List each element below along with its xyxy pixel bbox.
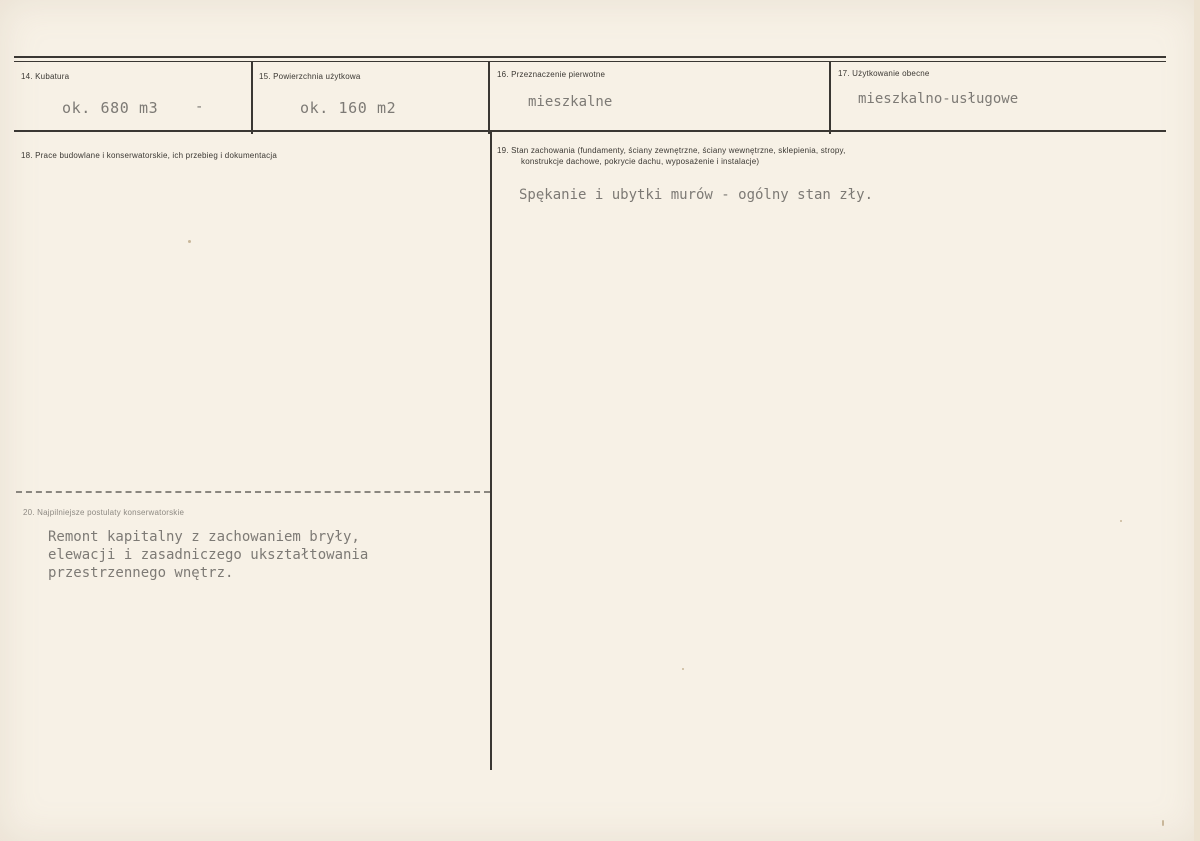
field-19-label-line1: 19. Stan zachowania (fundamenty, ściany zewnętrzne, ściany wewnętrzne, sklepienia, stropy, (497, 146, 846, 155)
paper-speck (1120, 520, 1122, 522)
field-15-value: ok. 160 m2 (300, 99, 397, 117)
field-15-label: 15. Powierzchnia użytkowa (259, 72, 361, 81)
main-vertical-divider (490, 132, 492, 770)
field-14-label: 14. Kubatura (21, 72, 70, 81)
divider-14-15 (251, 62, 253, 134)
top-border-inner (14, 61, 1166, 62)
field-20-line-2: elewacji i zasadniczego ukształtowania (48, 547, 369, 563)
field-17-value: mieszkalno-usługowe (858, 91, 1019, 107)
field-20-label: 20. Najpilniejsze postulaty konserwatorskie (23, 508, 185, 517)
paper-speck (188, 240, 191, 243)
divider-15-16 (488, 62, 490, 134)
field-16-value: mieszkalne (528, 94, 613, 110)
field-14-value: ok. 680 m3 (62, 99, 159, 117)
paper-speck (1162, 820, 1164, 826)
divider-16-17 (829, 62, 831, 134)
field-19-label-line2: konstrukcje dachowe, pokrycie dachu, wyposażenie i instalacje) (521, 157, 760, 166)
paper-speck (682, 668, 684, 670)
field-20-line-1: Remont kapitalny z zachowaniem bryły, (48, 529, 360, 545)
field-14-extra: - (195, 99, 204, 115)
field-16-label: 16. Przeznaczenie pierwotne (497, 70, 606, 79)
row1-bottom-border (14, 130, 1166, 132)
field-20-line-3: przestrzennego wnętrz. (48, 565, 234, 581)
field-17-label: 17. Użytkowanie obecne (838, 69, 930, 78)
paper-edge (1194, 0, 1200, 841)
top-border (14, 56, 1166, 58)
field-18-label: 18. Prace budowlane i konserwatorskie, ich przebieg i dokumentacja (21, 151, 278, 160)
divider-18-20 (16, 491, 490, 493)
field-19-value: Spękanie i ubytki murów - ogólny stan zły. (519, 187, 874, 203)
